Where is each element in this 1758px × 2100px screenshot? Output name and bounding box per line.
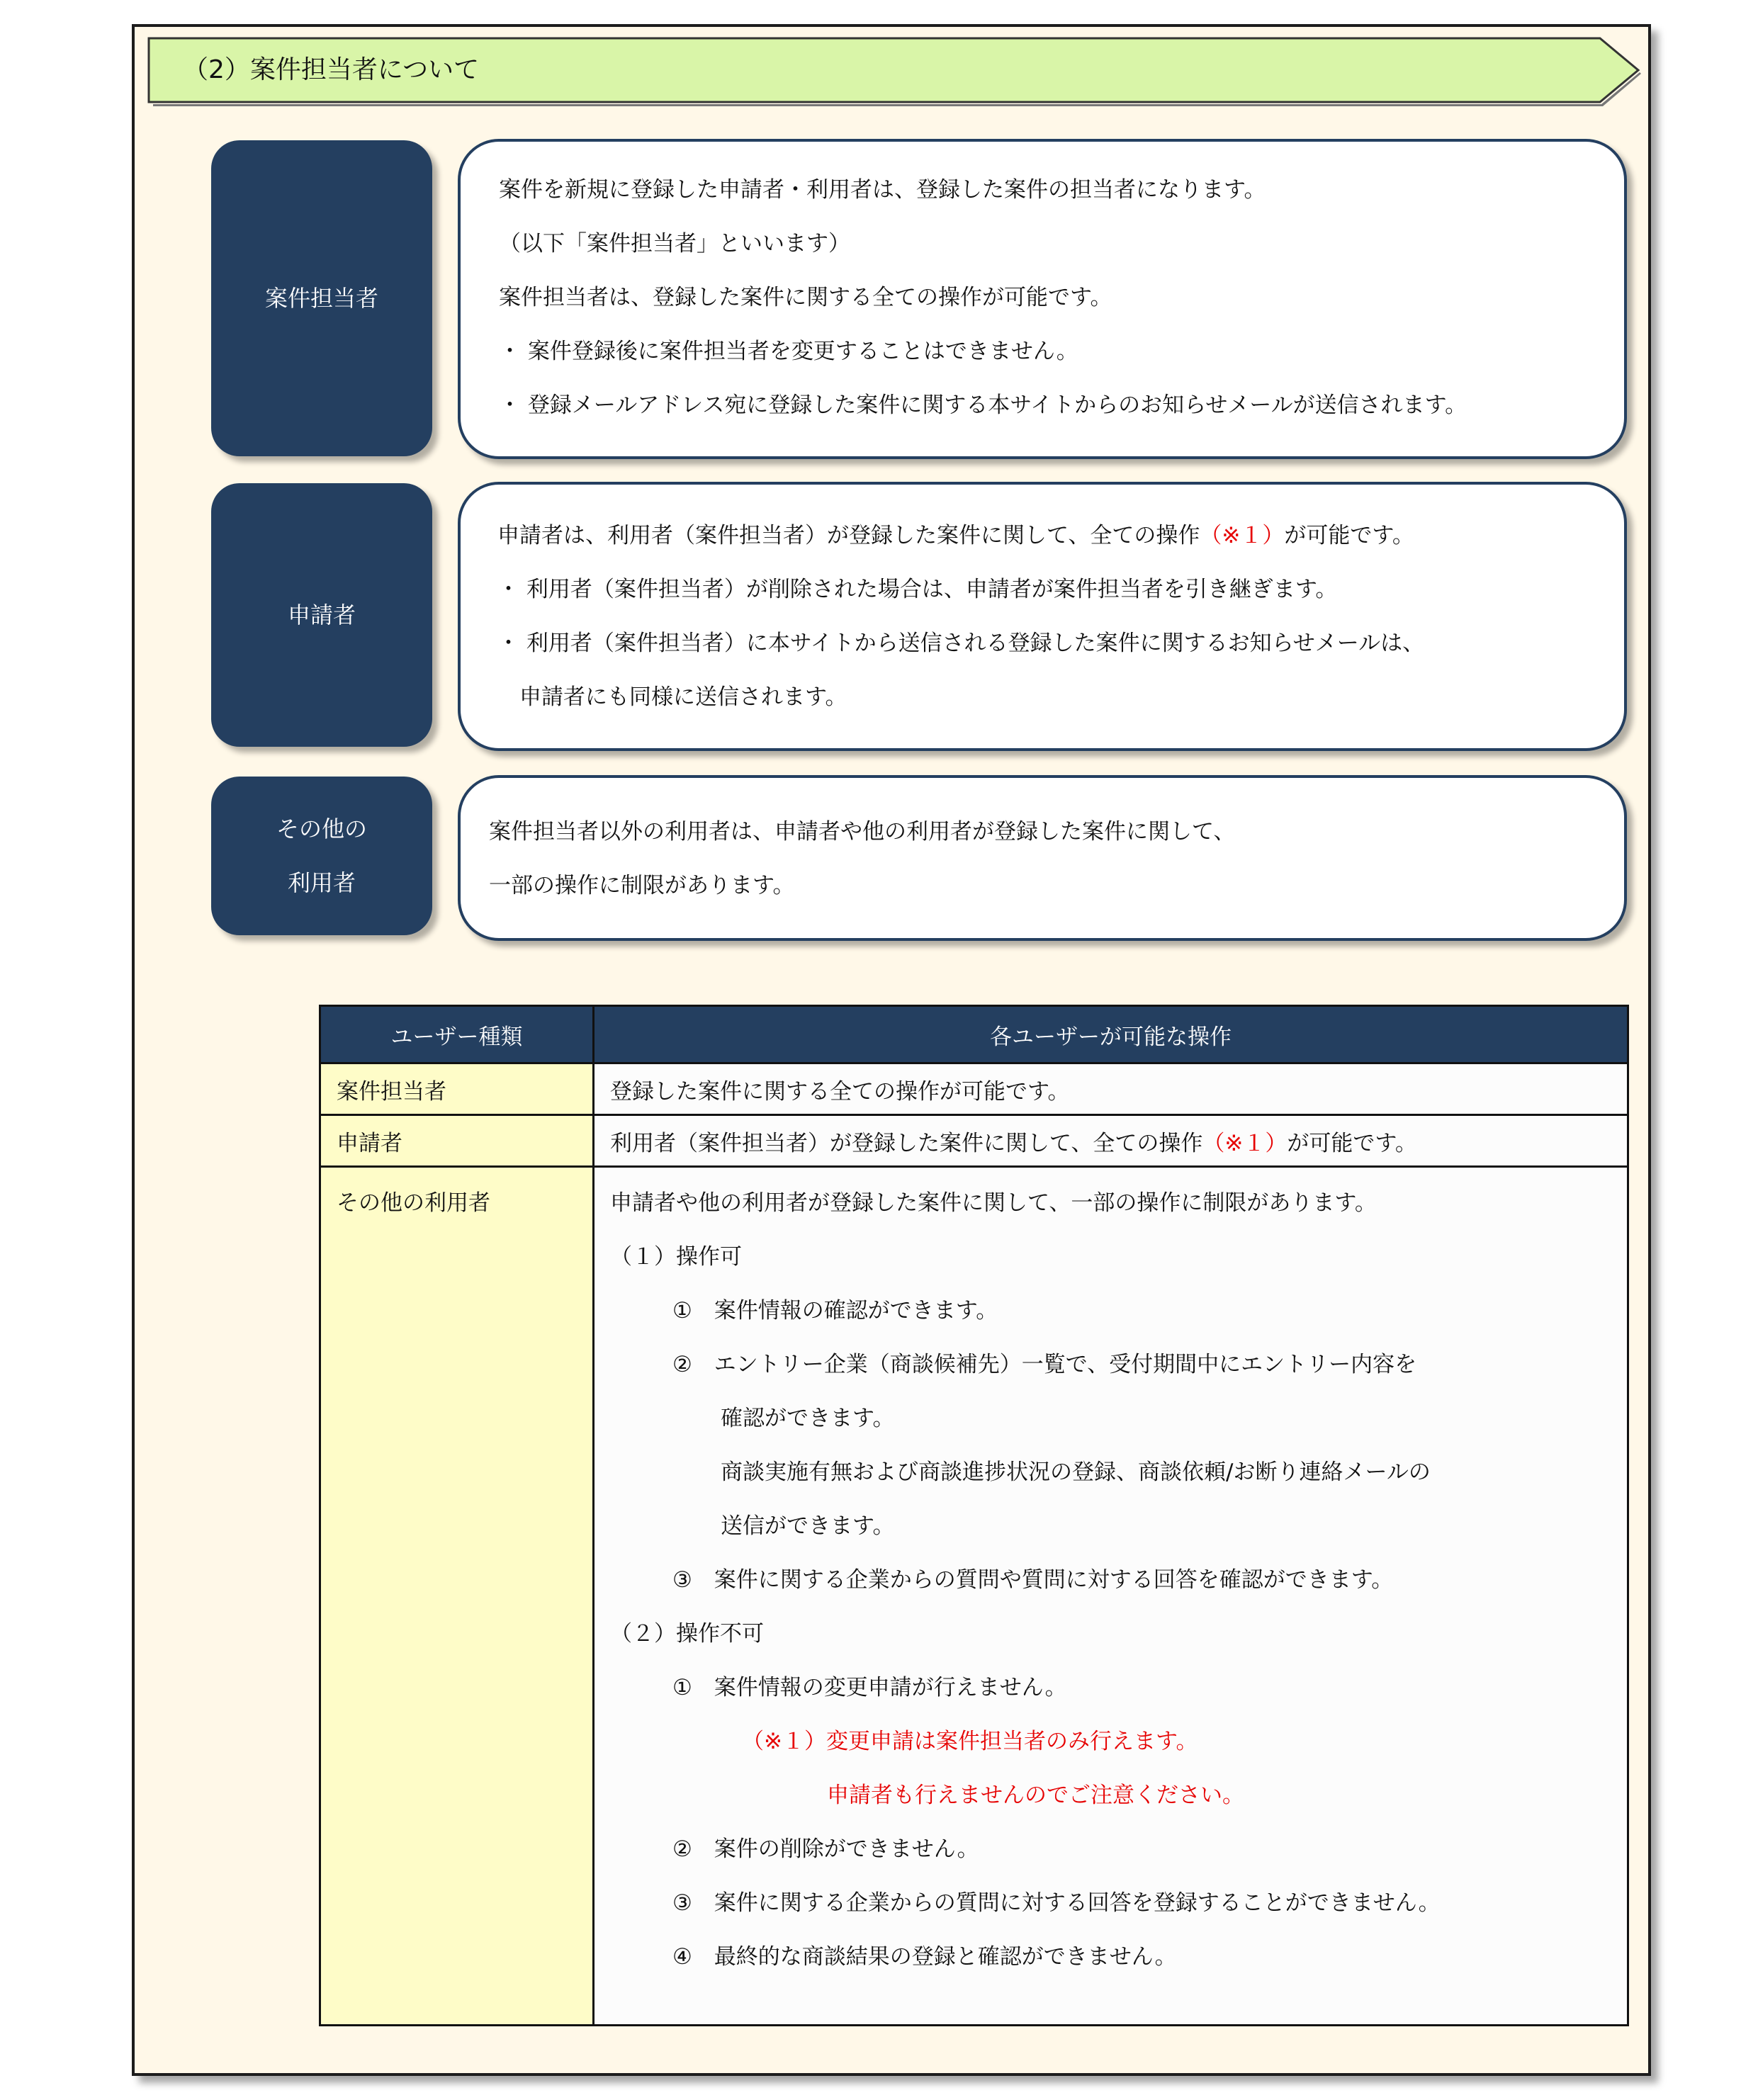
desc-line: 申請者にも同様に送信されます。 bbox=[497, 684, 847, 710]
desc-text: が可能です。 bbox=[1284, 523, 1414, 548]
operation-text: が可能です。 bbox=[1287, 1130, 1417, 1156]
table-row bbox=[320, 1115, 1628, 1167]
user-type-cell bbox=[320, 1167, 594, 2026]
desc-line: ・ 登録メールアドレス宛に登録した案件に関する本サイトからのお知らせメールが送信されます。 bbox=[499, 393, 1467, 418]
permissions-table bbox=[319, 1005, 1629, 2026]
operation-cell: 登録した案件に関する全ての操作が可能です。 bbox=[594, 1063, 1628, 1115]
desc-line: 案件担当者以外の利用者は、申請者や他の利用者が登録した案件に関して、 bbox=[489, 819, 1236, 845]
operation-line: ② エントリー企業（商談候補先）一覧で、受付期間中にエントリー内容を bbox=[672, 1352, 1417, 1377]
operation-line: 送信ができます。 bbox=[721, 1513, 895, 1539]
table-row bbox=[320, 1167, 1628, 2026]
section-title: （2）案件担当者について bbox=[183, 55, 480, 84]
desc-line: （以下「案件担当者」といいます） bbox=[499, 231, 850, 256]
role-desc-applicant bbox=[458, 482, 1627, 751]
role-label-case-owner bbox=[211, 140, 432, 456]
user-type-cell: 案件担当者 bbox=[320, 1063, 594, 1115]
note-ref: （※１） bbox=[1200, 523, 1285, 548]
operation-line: ① 案件情報の変更申請が行えません。 bbox=[672, 1675, 1067, 1700]
operation-line: ③ 案件に関する企業からの質問に対する回答を登録することができません。 bbox=[672, 1890, 1441, 1916]
operation-line: （２）操作不可 bbox=[610, 1621, 764, 1647]
column-header: ユーザー種類 bbox=[320, 1006, 594, 1063]
operation-line: 確認ができます。 bbox=[721, 1406, 895, 1431]
role-label-other-users bbox=[211, 777, 432, 935]
role-desc-other-users bbox=[458, 775, 1627, 941]
operation-line: ① 案件情報の確認ができます。 bbox=[672, 1298, 998, 1323]
desc-text: 申請者は、利用者（案件担当者）が登録した案件に関して、全ての操作 bbox=[497, 523, 1200, 548]
role-label-text: 案件担当者 bbox=[264, 285, 378, 312]
operation-line: ③ 案件に関する企業からの質問や質問に対する回答を確認ができます。 bbox=[672, 1567, 1394, 1593]
desc-line: 一部の操作に制限があります。 bbox=[489, 873, 795, 898]
table-row bbox=[320, 1063, 1628, 1115]
note-ref: （※１） bbox=[1202, 1130, 1287, 1156]
desc-line: ・ 案件登録後に案件担当者を変更することはできません。 bbox=[499, 339, 1078, 364]
desc-line: ・ 利用者（案件担当者）に本サイトから送信される登録した案件に関するお知らせメールは、 bbox=[497, 631, 1425, 656]
operation-cell bbox=[594, 1115, 1628, 1167]
operation-line: 申請者も行えませんのでご注意ください。 bbox=[827, 1783, 1244, 1808]
operation-line: 商談実施有無および商談進捗状況の登録、商談依頼/お断り連絡メールの bbox=[721, 1460, 1431, 1485]
role-label-text: その他の bbox=[276, 815, 367, 842]
table-header-row bbox=[320, 1006, 1628, 1063]
operation-line: 申請者や他の利用者が登録した案件に関して、一部の操作に制限があります。 bbox=[610, 1190, 1377, 1216]
desc-line: ・ 利用者（案件担当者）が削除された場合は、申請者が案件担当者を引き継ぎます。 bbox=[497, 577, 1338, 602]
operation-cell bbox=[594, 1167, 1628, 2026]
desc-line: 案件担当者は、登録した案件に関する全ての操作が可能です。 bbox=[499, 285, 1112, 310]
desc-line: 案件を新規に登録した申請者・利用者は、登録した案件の担当者になります。 bbox=[499, 177, 1266, 203]
desc-line bbox=[497, 509, 1624, 563]
user-type-text: その他の利用者 bbox=[337, 1190, 490, 1216]
user-type-cell: 申請者 bbox=[320, 1115, 594, 1167]
operation-text: 利用者（案件担当者）が登録した案件に関して、全ての操作 bbox=[610, 1130, 1203, 1156]
role-desc-case-owner bbox=[458, 139, 1627, 459]
role-label-text: 申請者 bbox=[287, 602, 356, 628]
operation-line: ④ 最終的な商談結果の登録と確認ができません。 bbox=[672, 1944, 1177, 1970]
role-label-applicant bbox=[211, 483, 432, 747]
operation-line: ② 案件の削除ができません。 bbox=[672, 1836, 979, 1862]
role-label-text: 利用者 bbox=[287, 869, 356, 896]
section-banner bbox=[147, 37, 1641, 103]
operation-line: （※１）変更申請は案件担当者のみ行えます。 bbox=[742, 1729, 1198, 1754]
operation-line: （１）操作可 bbox=[610, 1244, 742, 1270]
column-header: 各ユーザーが可能な操作 bbox=[594, 1006, 1628, 1063]
